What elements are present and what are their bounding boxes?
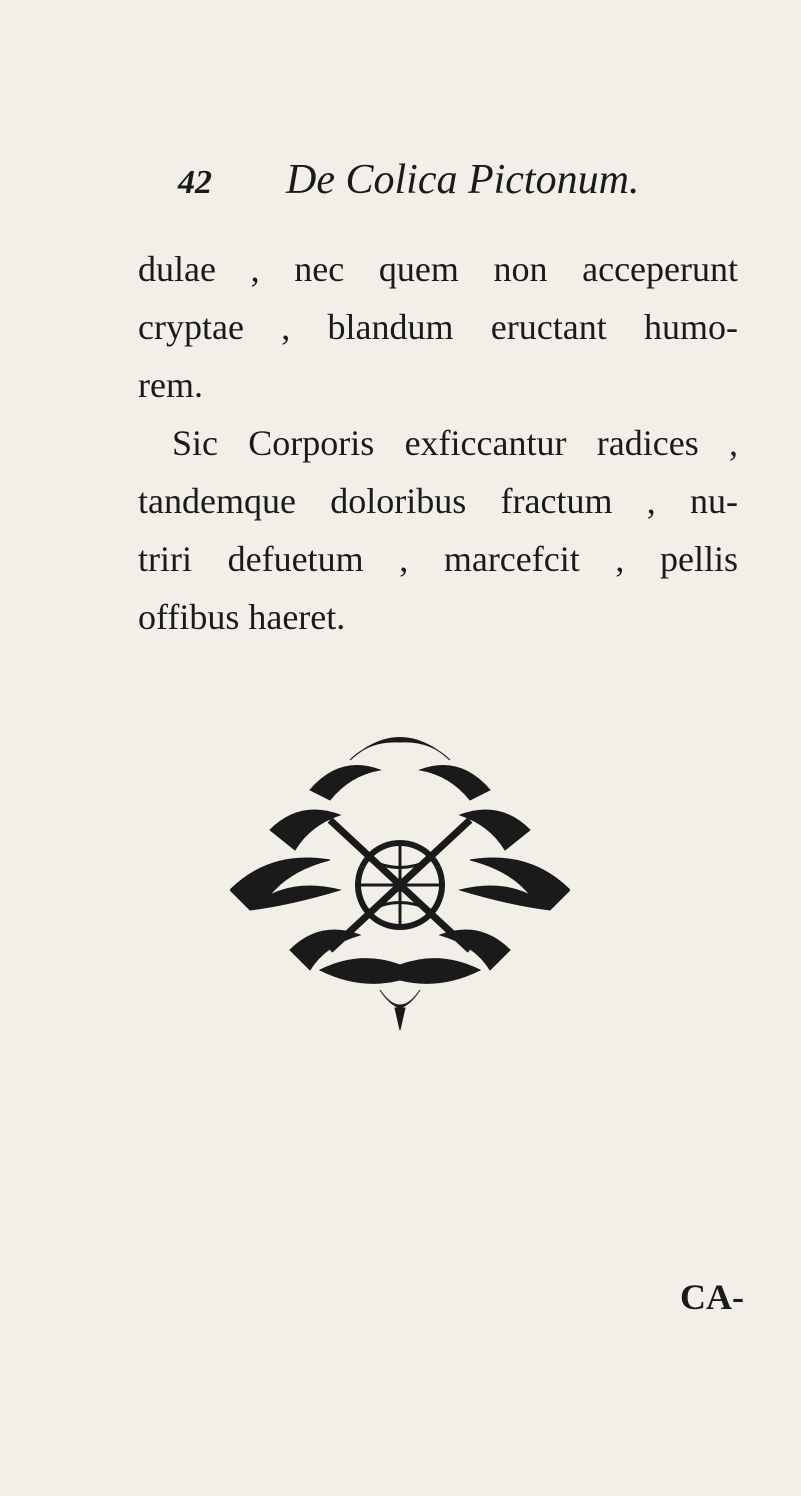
text-line: rem. — [138, 365, 203, 405]
body-text — [138, 240, 738, 646]
running-title: De Colica Pictonum. — [286, 157, 640, 203]
text-line: triri defuetum , marcefcit , pellis — [138, 539, 738, 579]
page-number: 42 — [178, 164, 212, 201]
text-line: Sic Corporis exficcantur radices , — [172, 423, 738, 463]
text-line: tandemque doloribus fractum , nu- — [138, 481, 738, 521]
text-line: dulae , nec quem non acceperunt — [138, 249, 738, 289]
ornamental-vignette-icon — [230, 720, 570, 1030]
text-line: cryptae , blandum eructant humo- — [138, 307, 738, 347]
page-header — [178, 156, 738, 216]
catchword: CA- — [680, 1277, 744, 1317]
text-line: offibus haeret. — [138, 597, 346, 637]
